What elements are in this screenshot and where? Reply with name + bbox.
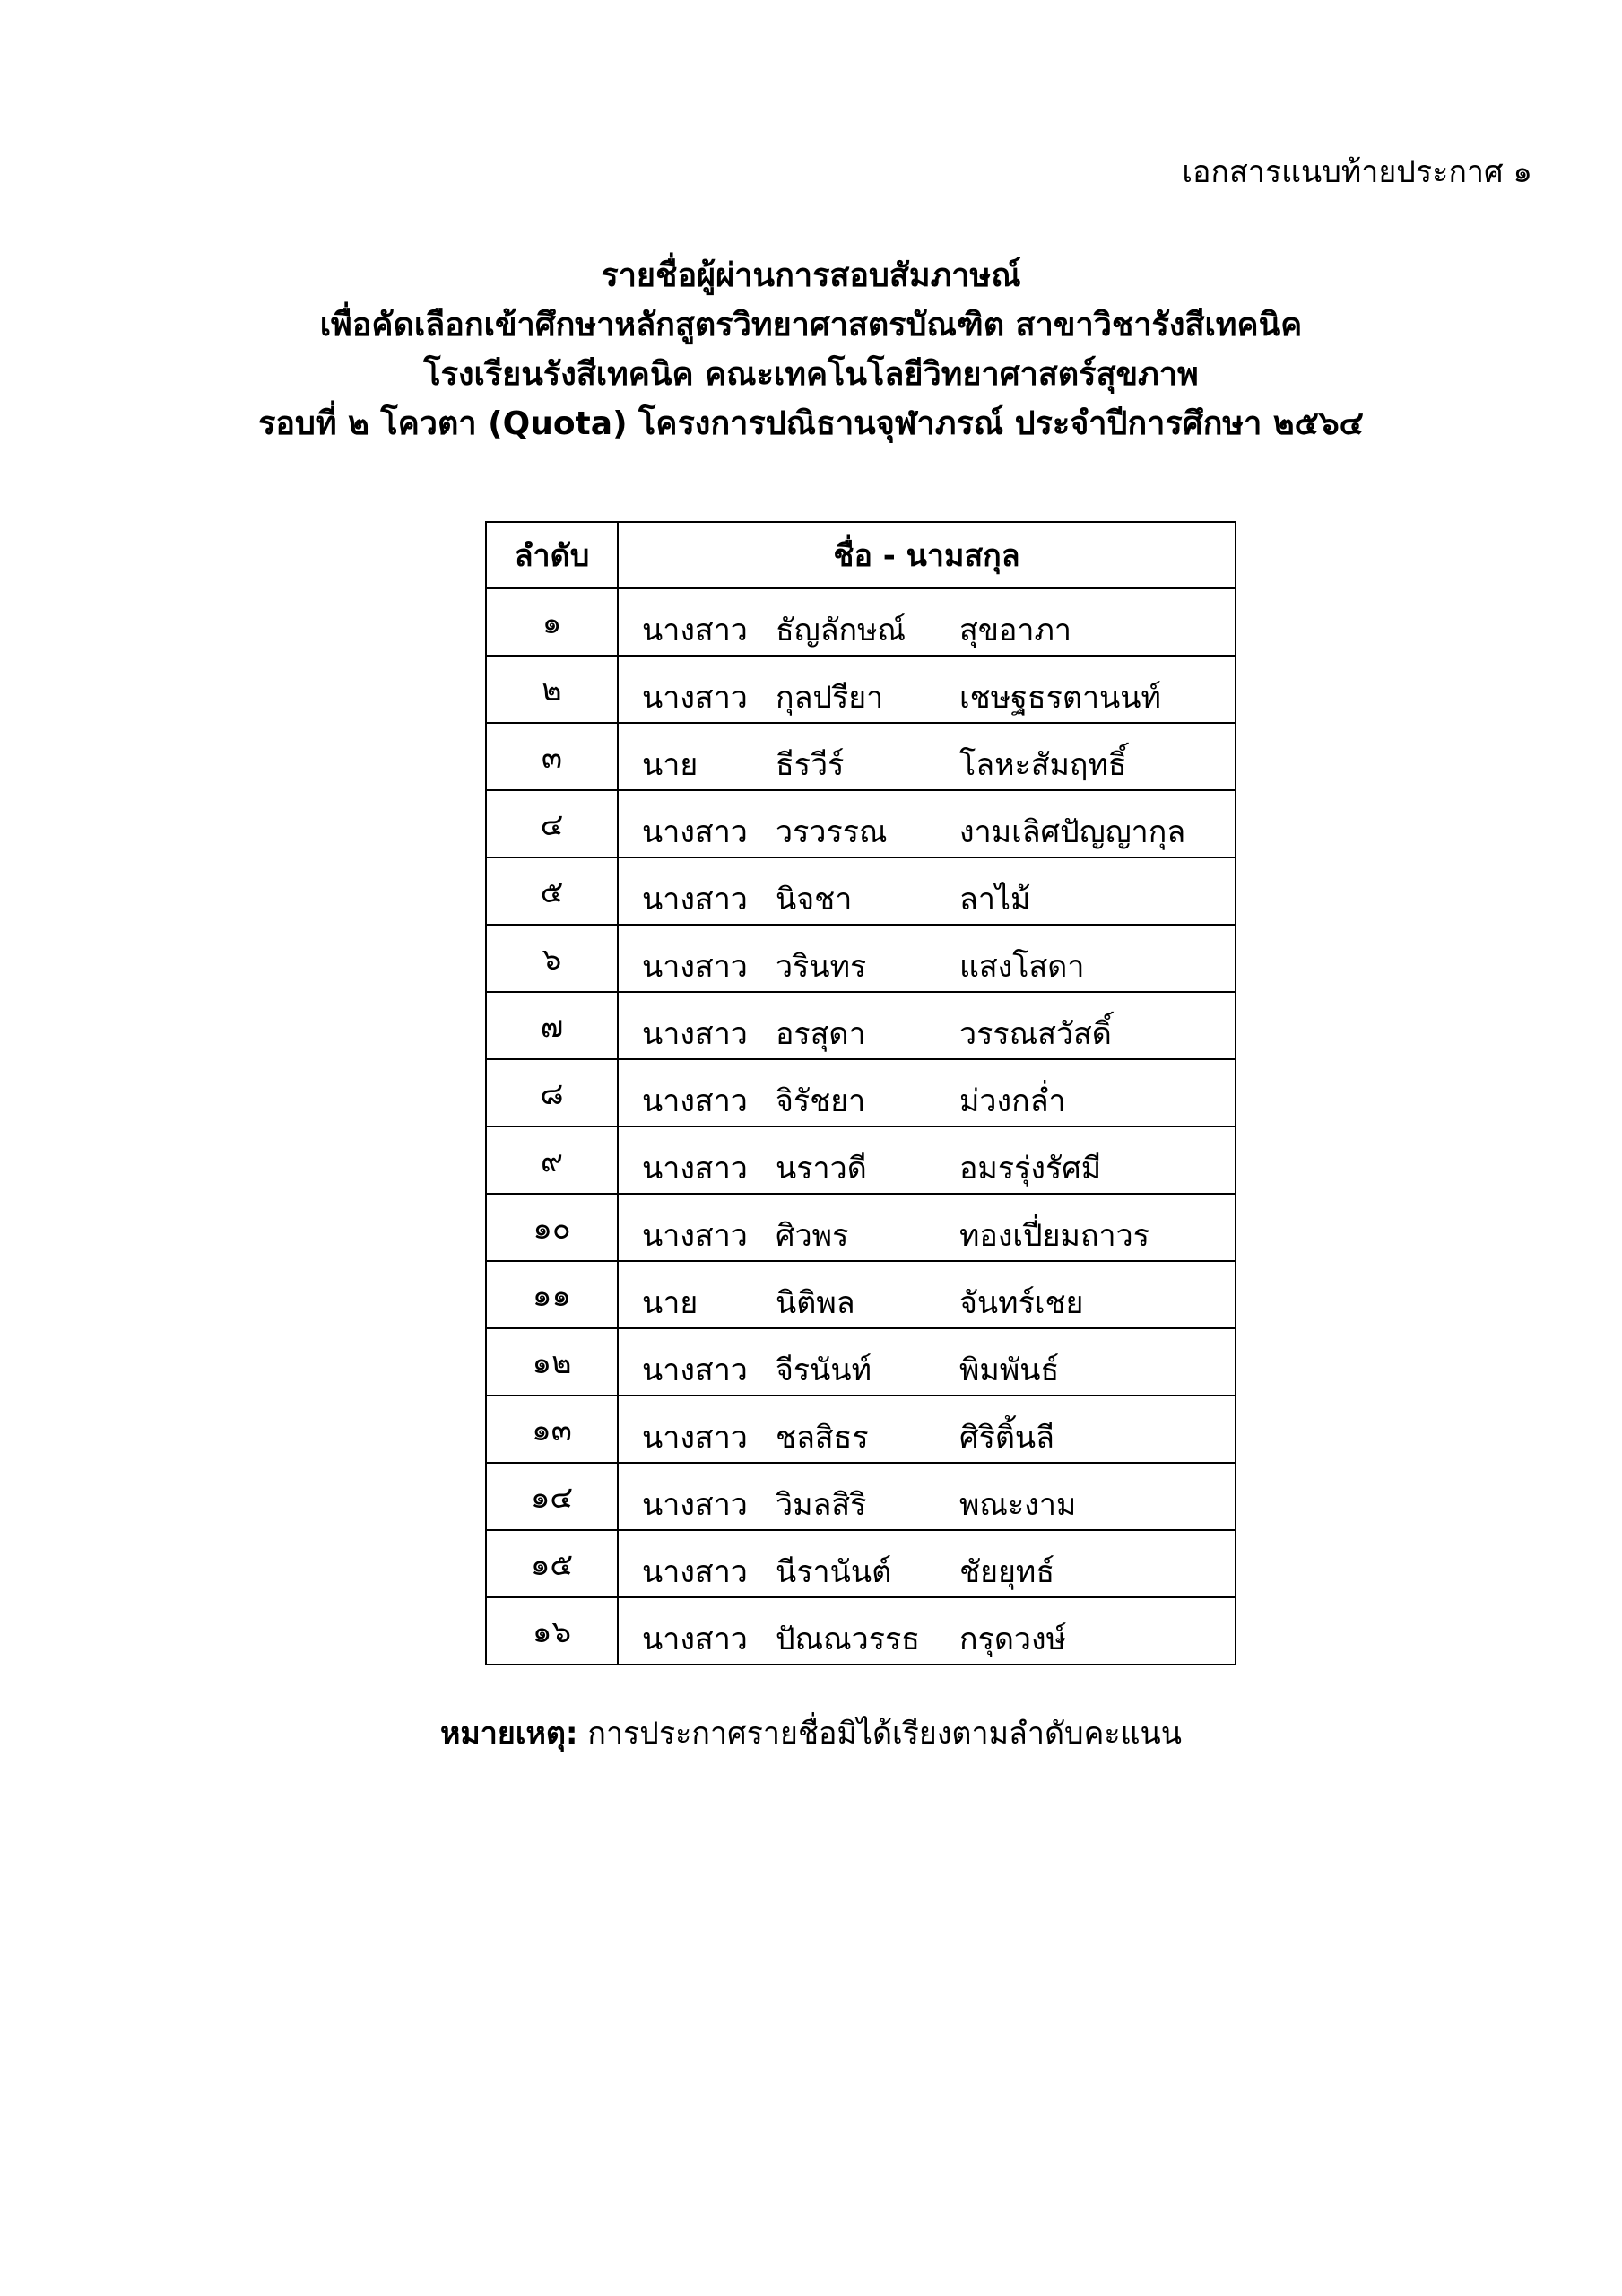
name-prefix: นางสาว: [642, 1217, 748, 1254]
first-name: ปัณณวรรธ: [776, 1621, 921, 1657]
row-sequence: ๗: [486, 992, 618, 1059]
first-name: นราวดี: [776, 1150, 867, 1187]
row-sequence: ๕: [486, 857, 618, 925]
name-cell: [619, 1329, 1235, 1395]
name-prefix: นางสาว: [642, 1553, 748, 1590]
footnote-text: การประกาศรายชื่อมิได้เรียงตามลำดับคะแนน: [587, 1716, 1183, 1752]
row-full-name: [618, 992, 1236, 1059]
title-line: เพื่อคัดเลือกเข้าศึกษาหลักสูตรวิทยาศาสตรบัณฑิต สาขาวิชารังสีเทคนิค: [319, 307, 1303, 344]
first-name: จีรนันท์: [776, 1352, 872, 1388]
results-table: [485, 521, 1236, 1665]
first-name: นีรานันต์: [776, 1553, 892, 1590]
last-name: แสงโสดา: [959, 948, 1085, 985]
table-row: [486, 1530, 1236, 1597]
first-name: นิจชา: [776, 881, 853, 918]
name-prefix: นางสาว: [642, 1083, 748, 1119]
name-cell: [619, 724, 1235, 789]
name-prefix: นางสาว: [642, 679, 748, 716]
last-name: กรุดวงษ์: [959, 1621, 1067, 1657]
name-prefix: นางสาว: [642, 948, 748, 985]
row-sequence: ๑๖: [486, 1597, 618, 1665]
table-row: [486, 857, 1236, 925]
first-name: วิมลสิริ: [776, 1486, 867, 1523]
row-full-name: [618, 588, 1236, 656]
table-row: [486, 1396, 1236, 1463]
row-full-name: [618, 1126, 1236, 1194]
name-cell: [619, 993, 1235, 1058]
name-cell: [619, 926, 1235, 991]
row-sequence: ๑๕: [486, 1530, 618, 1597]
last-name: ม่วงกล่ำ: [959, 1083, 1066, 1119]
name-cell: [619, 1598, 1235, 1664]
name-cell: [619, 1127, 1235, 1193]
table-row: [486, 1194, 1236, 1261]
name-prefix: นางสาว: [642, 881, 748, 918]
row-full-name: [618, 1396, 1236, 1463]
row-full-name: [618, 1194, 1236, 1261]
row-full-name: [618, 925, 1236, 992]
title-line: รอบที่ ๒ โควตา (Quota) โครงการปณิธานจุฬาภรณ์ ประจำปีการศึกษา ๒๕๖๔: [258, 405, 1364, 442]
name-cell: [619, 1195, 1235, 1260]
column-header-name: ชื่อ - นามสกุล: [618, 522, 1236, 588]
row-sequence: ๑: [486, 588, 618, 656]
first-name: วรวรรณ: [776, 813, 888, 850]
last-name: วรรณสวัสดิ์: [959, 1015, 1112, 1052]
title-line: โรงเรียนรังสีเทคนิค คณะเทคโนโลยีวิทยาศาสตร์สุขภาพ: [423, 356, 1199, 393]
row-sequence: ๖: [486, 925, 618, 992]
name-prefix: นางสาว: [642, 1486, 748, 1523]
last-name: ลาไม้: [959, 881, 1031, 918]
first-name: นิติพล: [776, 1284, 855, 1321]
table-row: [486, 925, 1236, 992]
row-sequence: ๔: [486, 790, 618, 857]
last-name: งามเลิศปัญญากุล: [959, 813, 1186, 850]
name-cell: [619, 1262, 1235, 1327]
table-row: [486, 1059, 1236, 1126]
last-name: จันทร์เชย: [959, 1284, 1084, 1321]
first-name: ศิวพร: [776, 1217, 849, 1254]
row-full-name: [618, 656, 1236, 723]
first-name: ชลสิธร: [776, 1419, 869, 1456]
table-row: [486, 723, 1236, 790]
last-name: สุขอาภา: [959, 612, 1072, 648]
table-row: [486, 992, 1236, 1059]
row-full-name: [618, 857, 1236, 925]
name-cell: [619, 1531, 1235, 1596]
last-name: อมรรุ่งรัศมี: [959, 1150, 1102, 1187]
row-sequence: ๑๓: [486, 1396, 618, 1463]
last-name: โลหะสัมฤทธิ์: [959, 746, 1127, 783]
name-cell: [619, 791, 1235, 857]
first-name: ธีรวีร์: [776, 746, 845, 783]
row-sequence: ๑๒: [486, 1328, 618, 1396]
last-name: พณะงาม: [959, 1486, 1077, 1523]
name-cell: [619, 1396, 1235, 1462]
footnote-label: หมายเหตุ:: [439, 1716, 578, 1752]
table-row: [486, 1597, 1236, 1665]
first-name: กุลปรียา: [776, 679, 884, 716]
row-sequence: ๓: [486, 723, 618, 790]
row-sequence: ๘: [486, 1059, 618, 1126]
name-cell: [619, 657, 1235, 722]
table-row: [486, 588, 1236, 656]
last-name: เชษฐธรตานนท์: [959, 679, 1161, 716]
name-prefix: นาย: [642, 746, 698, 783]
first-name: จิรัชยา: [776, 1083, 866, 1119]
name-prefix: นางสาว: [642, 1015, 748, 1052]
document-reference: เอกสารแนบท้ายประกาศ ๑: [1182, 154, 1532, 190]
table-row: [486, 1126, 1236, 1194]
name-prefix: นางสาว: [642, 1150, 748, 1187]
table-body: [486, 588, 1236, 1665]
last-name: ชัยยุทธ์: [959, 1553, 1055, 1590]
first-name: อรสุดา: [776, 1015, 866, 1052]
name-cell: [619, 589, 1235, 655]
row-sequence: ๙: [486, 1126, 618, 1194]
table-row: [486, 656, 1236, 723]
row-sequence: ๑๑: [486, 1261, 618, 1328]
column-header-sequence: ลำดับ: [486, 522, 618, 588]
row-full-name: [618, 1328, 1236, 1396]
first-name: วรินทร: [776, 948, 867, 985]
row-full-name: [618, 1261, 1236, 1328]
name-prefix: นางสาว: [642, 1419, 748, 1456]
document-title: [0, 251, 1622, 448]
title-line: รายชื่อผู้ผ่านการสอบสัมภาษณ์: [601, 257, 1021, 294]
name-cell: [619, 1060, 1235, 1126]
table-row: [486, 790, 1236, 857]
first-name: ธัญลักษณ์: [776, 612, 906, 648]
table-row: [486, 1463, 1236, 1530]
name-prefix: นางสาว: [642, 813, 748, 850]
row-full-name: [618, 1059, 1236, 1126]
name-prefix: นางสาว: [642, 1621, 748, 1657]
table-row: [486, 1328, 1236, 1396]
footnote: [0, 1709, 1622, 1757]
row-sequence: ๑๔: [486, 1463, 618, 1530]
row-full-name: [618, 1530, 1236, 1597]
table-header-row: [486, 522, 1236, 588]
row-sequence: ๑๐: [486, 1194, 618, 1261]
name-prefix: นาย: [642, 1284, 698, 1321]
row-full-name: [618, 1597, 1236, 1665]
last-name: ทองเปี่ยมถาวร: [959, 1217, 1150, 1254]
row-full-name: [618, 723, 1236, 790]
table-row: [486, 1261, 1236, 1328]
name-cell: [619, 1464, 1235, 1529]
last-name: พิมพันธ์: [959, 1352, 1060, 1388]
row-full-name: [618, 1463, 1236, 1530]
row-sequence: ๒: [486, 656, 618, 723]
name-prefix: นางสาว: [642, 1352, 748, 1388]
last-name: ศิริติ้นลี: [959, 1419, 1055, 1456]
name-cell: [619, 858, 1235, 924]
name-prefix: นางสาว: [642, 612, 748, 648]
row-full-name: [618, 790, 1236, 857]
